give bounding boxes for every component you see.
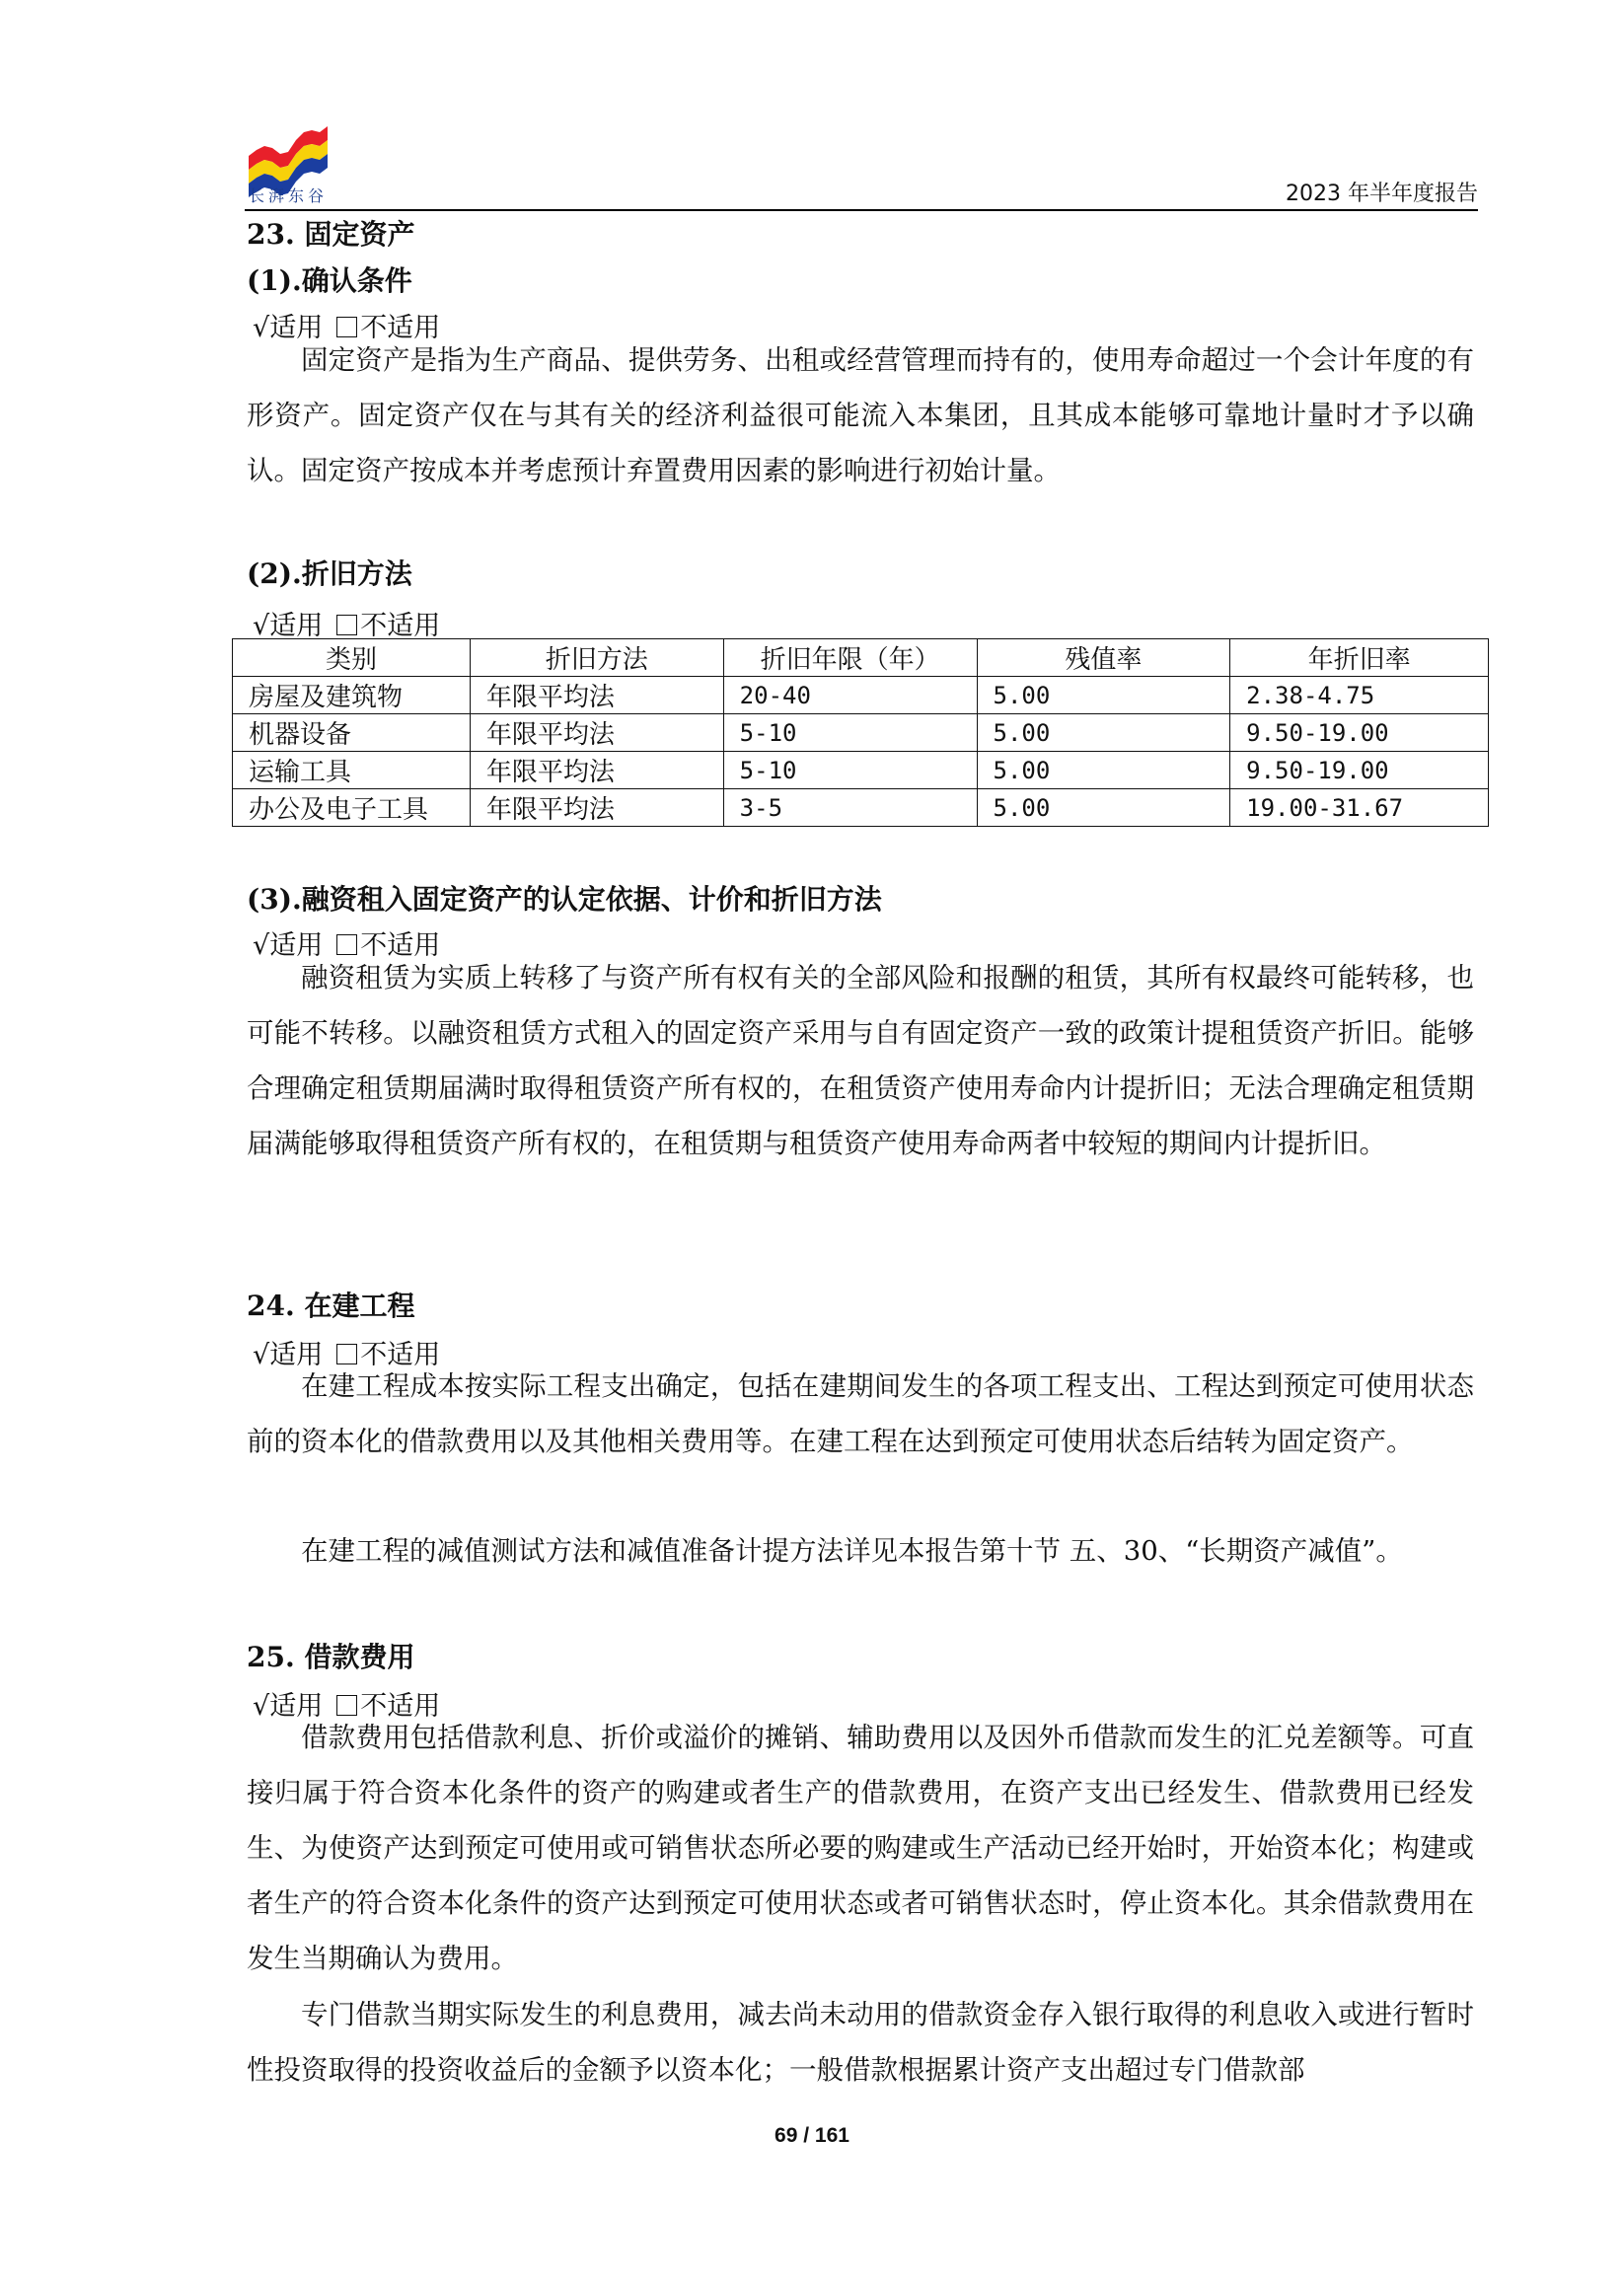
- table-cell: 5.00: [977, 677, 1230, 714]
- section-23-title: 23. 固定资产: [247, 218, 415, 251]
- not-applicable-label: 不适用: [360, 930, 441, 961]
- table-header-row: [233, 639, 1489, 677]
- applicable-checked: √适用: [253, 930, 324, 961]
- applicability-23-2: [253, 604, 440, 642]
- section-24-title: 24. 在建工程: [247, 1290, 415, 1322]
- applicable-checked: √适用: [253, 1691, 324, 1722]
- section-24-text-1: 在建工程成本按实际工程支出确定，包括在建期间发生的各项工程支出、工程达到预定可使用状态前的资本化的借款费用以及其他相关费用等。在建工程在达到预定可使用状态后结转为固定资产。: [247, 1370, 1474, 1457]
- table-cell: 年限平均法: [470, 789, 723, 827]
- table-cell: 9.50-19.00: [1230, 752, 1489, 789]
- section-24-text-2: 在建工程的减值测试方法和减值准备计提方法详见本报告第十节 五、30、“长期资产减值”。: [301, 1535, 1403, 1567]
- applicable-checked: √适用: [253, 313, 324, 343]
- logo-caption: 长湃东谷: [249, 186, 329, 205]
- section-25-text-1: 借款费用包括借款利息、折价或溢价的摊销、辅助费用以及因外币借款而发生的汇兑差额等。可直接归属于符合资本化条件的资产的购建或者生产的借款费用，在资产支出已经发生、借款费用已经发生、为使资产达到预定可使用或可销售状态所必要的购建或生产活动已经开始时，开始资本化；构建或者生产的符合资本化条件的资产达到预定可使用状态或者可销售状态时，停止资本化。其余借款费用在发生当期确认为费用。: [247, 1722, 1474, 1974]
- section-23-3-title: (3).融资租入固定资产的认定依据、计价和折旧方法: [247, 883, 882, 916]
- applicable-checked: √适用: [253, 611, 324, 641]
- section-23-3-text: 融资租赁为实质上转移了与资产所有权有关的全部风险和报酬的租赁，其所有权最终可能转移，也可能不转移。以融资租赁方式租入的固定资产采用与自有固定资产一致的政策计提租赁资产折旧。能够合理确定租赁期届满时取得租赁资产所有权的，在租赁资产使用寿命内计提折旧；无法合理确定租赁期届满能够取得租赁资产所有权的，在租赁期与租赁资产使用寿命两者中较短的期间内计提折旧。: [247, 962, 1474, 1159]
- section-23-1-title: (1).确认条件: [247, 264, 412, 297]
- not-applicable-label: 不适用: [360, 1340, 441, 1370]
- table-header-cell: 类别: [233, 639, 471, 677]
- table-cell: 5.00: [977, 789, 1230, 827]
- checkbox-icon: [336, 615, 357, 635]
- table-cell: 机器设备: [233, 714, 471, 752]
- header-rule: [245, 209, 1478, 211]
- section-23-2-title: (2).折旧方法: [247, 557, 412, 590]
- table-cell: 年限平均法: [470, 714, 723, 752]
- section-25-text-2: 专门借款当期实际发生的利息费用，减去尚未动用的借款资金存入银行取得的利息收入或进行暂时性投资取得的投资收益后的金额予以资本化；一般借款根据累计资产支出超过专门借款部: [247, 1999, 1474, 2086]
- table-row: [233, 752, 1489, 789]
- not-applicable-label: 不适用: [360, 1691, 441, 1722]
- table-cell: 5.00: [977, 752, 1230, 789]
- not-applicable-label: 不适用: [360, 313, 441, 343]
- applicable-checked: √适用: [253, 1340, 324, 1370]
- table-header-cell: 折旧方法: [470, 639, 723, 677]
- table-row: [233, 677, 1489, 714]
- table-cell: 9.50-19.00: [1230, 714, 1489, 752]
- page-number: 69 / 161: [775, 2124, 849, 2147]
- table-cell: 房屋及建筑物: [233, 677, 471, 714]
- table-cell: 5-10: [723, 752, 977, 789]
- not-applicable-label: 不适用: [360, 611, 441, 641]
- table-cell: 年限平均法: [470, 752, 723, 789]
- section-23-1-text: 固定资产是指为生产商品、提供劳务、出租或经营管理而持有的，使用寿命超过一个会计年度的有形资产。固定资产仅在与其有关的经济利益很可能流入本集团，且其成本能够可靠地计量时才予以确认。固定资产按成本并考虑预计弃置费用因素的影响进行初始计量。: [247, 344, 1474, 486]
- table-cell: 5-10: [723, 714, 977, 752]
- table-cell: 5.00: [977, 714, 1230, 752]
- table-cell: 年限平均法: [470, 677, 723, 714]
- table-header-cell: 折旧年限（年）: [723, 639, 977, 677]
- table-cell: 20-40: [723, 677, 977, 714]
- table-row: [233, 789, 1489, 827]
- table-cell: 办公及电子工具: [233, 789, 471, 827]
- table-cell: 3-5: [723, 789, 977, 827]
- table-row: [233, 714, 1489, 752]
- table-header-cell: 残值率: [977, 639, 1230, 677]
- table-header-cell: 年折旧率: [1230, 639, 1489, 677]
- table-cell: 运输工具: [233, 752, 471, 789]
- section-25-title: 25. 借款费用: [247, 1641, 415, 1673]
- depreciation-table: [232, 638, 1489, 827]
- report-title: 2023 年半年度报告: [1286, 182, 1478, 206]
- table-cell: 19.00-31.67: [1230, 789, 1489, 827]
- table-cell: 2.38-4.75: [1230, 677, 1489, 714]
